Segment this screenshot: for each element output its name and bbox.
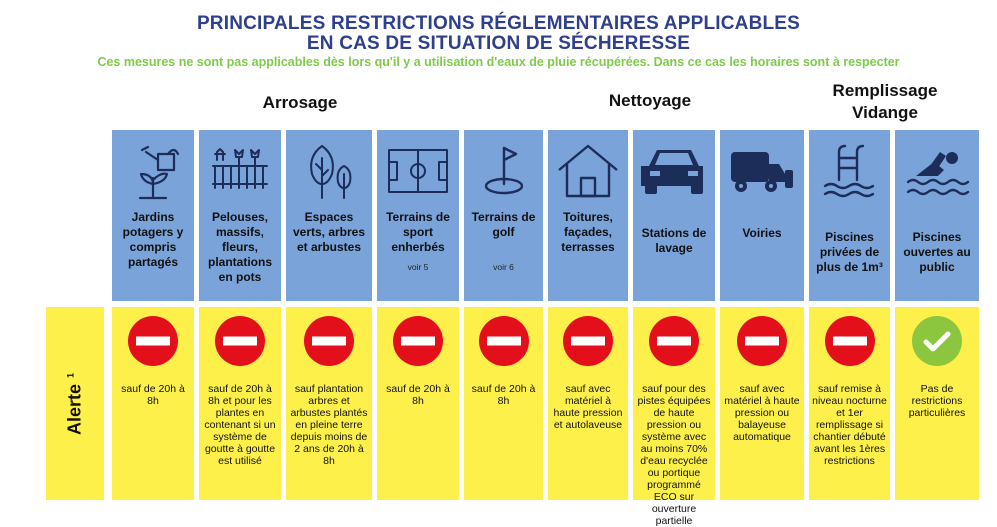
page-title: PRINCIPALES RESTRICTIONS RÉGLEMENTAIRES APPLICABLES	[196, 13, 801, 34]
header-terrains-sport	[377, 130, 459, 301]
exception-text: Pas de restrictions particulières	[908, 383, 966, 419]
exception-text: sauf avec matériel à haute pression et autolaveuse	[553, 383, 623, 431]
column-note: voir 6	[493, 262, 514, 272]
cell-terrains-golf	[464, 307, 543, 500]
no-entry-icon	[736, 315, 788, 367]
header-voiries	[720, 130, 804, 301]
exception-text: sauf de 20h à 8h	[471, 383, 536, 407]
cell-jardins	[112, 307, 194, 500]
group-remplissage: Remplissage	[832, 81, 938, 100]
cell-voiries	[720, 307, 804, 500]
header-jardins	[112, 130, 194, 301]
group-arrosage: Arrosage	[262, 93, 338, 112]
column-note: voir 5	[407, 262, 429, 272]
header-toitures	[548, 130, 628, 301]
header-espaces-verts	[286, 130, 372, 301]
header-piscines-publiques	[895, 130, 979, 301]
group-remplissage-vidange	[800, 80, 970, 124]
seedling-watering-can-icon	[112, 138, 194, 204]
pool-ladder-icon	[809, 138, 890, 204]
header-terrains-golf	[464, 130, 543, 301]
column-label: Terrains de golf	[471, 210, 536, 239]
header-stations-lavage	[633, 130, 715, 301]
group-nettoyage: Nettoyage	[608, 91, 692, 110]
flowers-fence-icon	[199, 138, 281, 204]
alert-footnote: 1	[65, 372, 76, 378]
cell-espaces-verts	[286, 307, 372, 500]
cell-stations-lavage	[633, 307, 715, 527]
column-label: Terrains de sport enherbés	[386, 210, 450, 254]
column-label: Piscines privées de plus de 1m³	[816, 230, 883, 274]
no-entry-icon	[303, 315, 355, 367]
cell-piscines-privees	[809, 307, 890, 500]
column-label: Pelouses, massifs, fleurs, plantations en pots	[207, 210, 272, 284]
cell-pelouses	[199, 307, 281, 500]
golf-flag-icon	[464, 138, 543, 204]
alert-row-label	[46, 307, 104, 500]
exception-text: sauf pour des pistes équipées de haute pression ou système avec au moins 70% d'eau recyclée ou portique programmé ECO sur ouverture partielle	[637, 383, 711, 527]
sports-field-icon	[377, 138, 459, 204]
no-entry-icon	[214, 315, 266, 367]
alert-text: Alerte	[64, 383, 85, 435]
car-icon	[633, 138, 715, 204]
trees-icon	[286, 138, 372, 204]
column-label: Toitures, façades, terrasses	[561, 210, 615, 254]
no-entry-icon	[562, 315, 614, 367]
exception-text: sauf de 20h à 8h	[386, 383, 450, 407]
house-icon	[548, 138, 628, 204]
header-pelouses	[199, 130, 281, 301]
no-entry-icon	[478, 315, 530, 367]
no-entry-icon	[824, 315, 876, 367]
exception-text: sauf avec matériel à haute pression ou balayeuse automatique	[724, 383, 800, 443]
column-label: Piscines ouvertes au public	[903, 230, 971, 274]
column-label: Jardins potagers y compris partagés	[122, 210, 184, 269]
column-label: Stations de lavage	[641, 226, 707, 255]
exception-text: sauf remise à niveau nocturne et 1er remplissage si chantier débuté avant les 1ères restrictions	[812, 383, 887, 467]
subtitle: Ces mesures ne sont pas applicables dès lors qu'il y a utilisation d'eaux de pluie récupérées. Dans ce cas les horaires sont à respecter	[97, 55, 900, 69]
group-vidange: Vidange	[852, 103, 918, 122]
no-entry-icon	[127, 315, 179, 367]
exception-text: sauf de 20h à 8h et pour les plantes en contenant si un système de goutte à goutte est utilisé	[204, 383, 276, 467]
column-label: Voiries	[742, 226, 782, 240]
street-sweeper-icon	[720, 138, 804, 204]
column-label: Espaces verts, arbres et arbustes	[292, 210, 366, 254]
check-icon	[911, 315, 963, 367]
cell-toitures	[548, 307, 628, 500]
no-entry-icon	[648, 315, 700, 367]
page-title-line2: EN CAS DE SITUATION DE SÉCHERESSE	[306, 33, 691, 54]
cell-terrains-sport	[377, 307, 459, 500]
exception-text: sauf de 20h à 8h	[121, 383, 185, 407]
cell-piscines-publiques	[895, 307, 979, 500]
alert-label	[65, 372, 86, 434]
header-piscines-privees	[809, 130, 890, 301]
no-entry-icon	[392, 315, 444, 367]
exception-text: sauf plantation arbres et arbustes plantés en pleine terre depuis moins de 2 ans de 20h à 8h	[290, 383, 368, 467]
swimmer-icon	[895, 138, 979, 204]
